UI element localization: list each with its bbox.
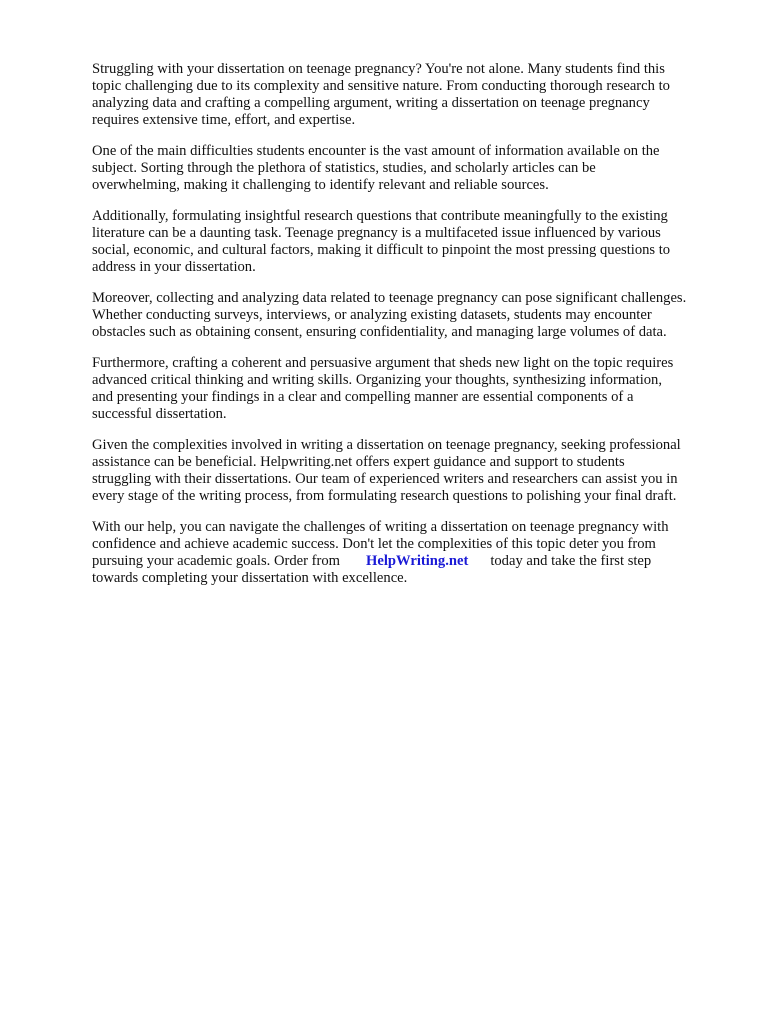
text-fragment: today and take the first step <box>490 553 652 569</box>
text-line: struggling with their dissertations. Our team of experienced writers and researchers can assist you in <box>92 471 678 487</box>
text-line: obstacles such as obtaining consent, ensuring confidentiality, and managing large volumes of data. <box>92 324 667 340</box>
text-line: One of the main difficulties students encounter is the vast amount of information available on the <box>92 143 660 159</box>
paragraph-information <box>92 143 732 194</box>
paragraph-intro <box>92 61 732 129</box>
text-line: Additionally, formulating insightful research questions that contribute meaningfully to the existing <box>92 208 668 224</box>
document-body <box>92 61 732 601</box>
text-line: social, economic, and cultural factors, making it difficult to pinpoint the most pressing questions to <box>92 242 671 258</box>
text-line: address in your dissertation. <box>92 259 256 275</box>
text-line: advanced critical thinking and writing skills. Organizing your thoughts, synthesizing information, <box>92 372 663 388</box>
text-fragment: pursuing your academic goals. Order from <box>92 553 341 569</box>
text-line: every stage of the writing process, from formulating research questions to polishing your final draft. <box>92 488 677 504</box>
text-line: Given the complexities involved in writing a dissertation on teenage pregnancy, seeking professional <box>92 437 681 453</box>
paragraph-argument <box>92 355 732 423</box>
text-line: Whether conducting surveys, interviews, or analyzing existing datasets, students may encounter <box>92 307 652 323</box>
text-line: Furthermore, crafting a coherent and persuasive argument that sheds new light on the topic requires <box>92 355 674 371</box>
text-line: Moreover, collecting and analyzing data related to teenage pregnancy can pose significant challenges. <box>92 290 687 306</box>
text-line: and presenting your findings in a clear and compelling manner are essential components of a <box>92 389 634 405</box>
text-line: confidence and achieve academic success. Don't let the complexities of this topic deter you from <box>92 536 656 552</box>
paragraph-assistance <box>92 437 732 505</box>
text-line: Struggling with your dissertation on teenage pregnancy? You're not alone. Many students find this <box>92 61 665 77</box>
text-line: subject. Sorting through the plethora of statistics, studies, and scholarly articles can be <box>92 160 596 176</box>
helpwriting-link[interactable]: HelpWriting.net <box>366 553 469 569</box>
text-line: successful dissertation. <box>92 406 227 422</box>
text-line: assistance can be beneficial. Helpwriting.net offers expert guidance and support to students <box>92 454 625 470</box>
text-line-with-link <box>92 553 732 570</box>
text-line: requires extensive time, effort, and expertise. <box>92 112 356 128</box>
text-line: With our help, you can navigate the challenges of writing a dissertation on teenage pregnancy with <box>92 519 669 535</box>
paragraph-research-questions <box>92 208 732 276</box>
paragraph-call-to-action <box>92 519 732 587</box>
text-line: literature can be a daunting task. Teenage pregnancy is a multifaceted issue influenced by various <box>92 225 661 241</box>
text-line: analyzing data and crafting a compelling argument, writing a dissertation on teenage pregnancy <box>92 95 650 111</box>
text-line: topic challenging due to its complexity and sensitive nature. From conducting thorough research to <box>92 78 670 94</box>
text-line: towards completing your dissertation with excellence. <box>92 570 408 586</box>
text-line: overwhelming, making it challenging to identify relevant and reliable sources. <box>92 177 549 193</box>
paragraph-data-collection <box>92 290 732 341</box>
